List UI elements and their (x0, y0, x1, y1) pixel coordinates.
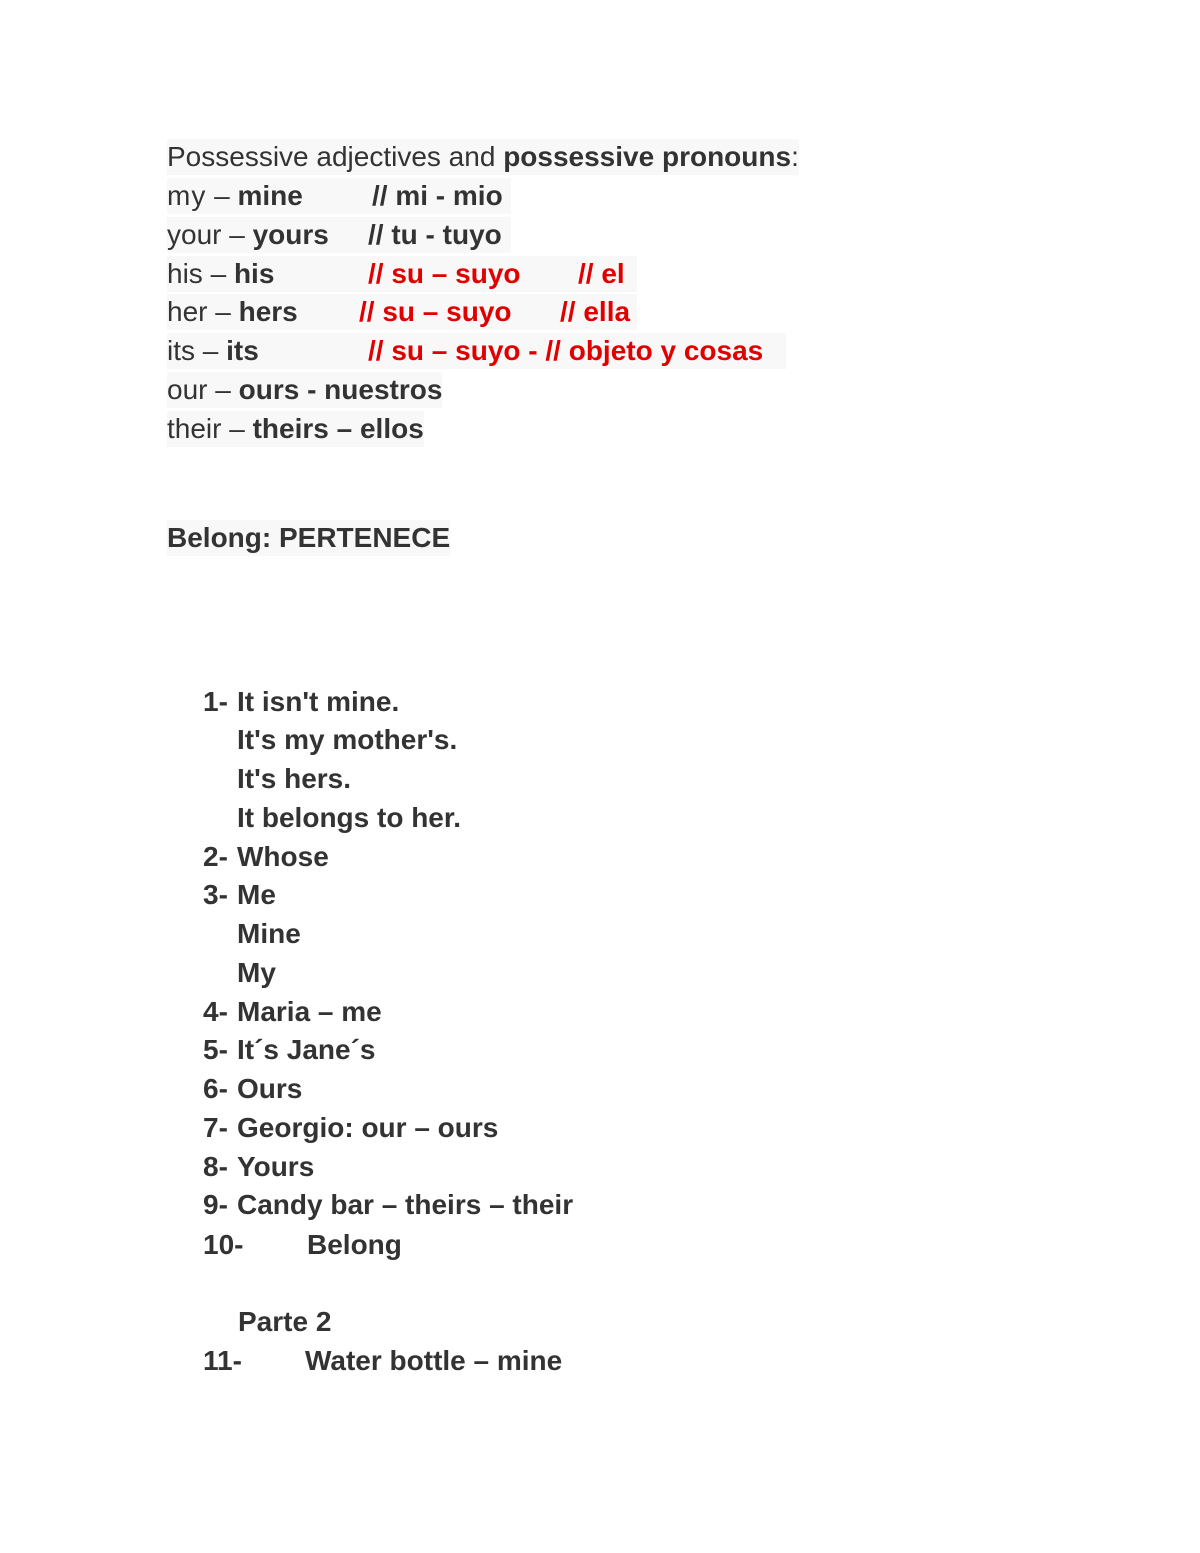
pronoun-row-their (167, 411, 424, 447)
answer-number: 1- (203, 686, 228, 717)
answer-number: 7- (203, 1112, 228, 1143)
list-item: Belong (307, 1229, 402, 1260)
dash: – (221, 413, 253, 444)
dash: – (206, 180, 238, 211)
adj: his (167, 258, 203, 289)
title-plain: Possessive adjectives and (167, 141, 504, 172)
dash: – (207, 296, 239, 327)
pronoun: hers (238, 296, 298, 327)
answer-number: 5- (203, 1034, 228, 1065)
pronoun-row-our (167, 372, 442, 408)
pronoun: theirs – ellos (252, 413, 424, 444)
dash: – (202, 258, 234, 289)
list-item: My (237, 957, 276, 988)
adj: your (167, 219, 222, 250)
list-item: It's hers. (237, 763, 352, 794)
adj: my (167, 180, 207, 211)
answer-number: 8- (203, 1151, 228, 1182)
adj: its (167, 335, 195, 366)
pronoun: ours - nuestros (238, 374, 443, 405)
list-item: Mine (237, 918, 301, 949)
adj: their (167, 413, 222, 444)
pronoun: mine (237, 180, 303, 211)
section-heading-part2: Parte 2 (238, 1306, 332, 1337)
dash: – (207, 374, 239, 405)
pronoun: yours (252, 219, 329, 250)
pronoun: his (233, 258, 275, 289)
list-item: Me (237, 879, 276, 910)
translation-his: // su – suyo (368, 258, 521, 289)
translation-his-extra: // el (578, 258, 625, 289)
answer-number: 3- (203, 879, 228, 910)
list-item: It isn't mine. (237, 686, 400, 717)
dash: – (221, 219, 253, 250)
answer-number: 11- (203, 1345, 242, 1376)
adj: her (167, 296, 208, 327)
title-bold: possessive pronouns (503, 141, 792, 172)
answer-number: 9- (203, 1189, 228, 1220)
translation-your: // tu - tuyo (368, 219, 502, 250)
answer-number: 2- (203, 841, 228, 872)
answer-number: 10- (203, 1229, 244, 1260)
translation-its: // su – suyo - // objeto y cosas (368, 335, 764, 366)
list-item: Water bottle – mine (305, 1345, 563, 1376)
list-item: It´s Jane´s (237, 1034, 376, 1065)
list-item: It belongs to her. (237, 802, 462, 833)
translation-her-extra: // ella (560, 296, 631, 327)
title-colon: : (791, 141, 799, 172)
adj: our (167, 374, 208, 405)
list-item: Candy bar – theirs – their (237, 1189, 574, 1220)
translation-her: // su – suyo (359, 296, 512, 327)
answer-number: 6- (203, 1073, 228, 1104)
translation-my: // mi - mio (372, 180, 503, 211)
list-item: It's my mother's. (237, 724, 458, 755)
list-item: Whose (237, 841, 329, 872)
list-item: Maria – me (237, 996, 382, 1027)
belong-heading: Belong: PERTENECE (167, 520, 450, 556)
list-item: Georgio: our – ours (237, 1112, 499, 1143)
dash: – (195, 335, 227, 366)
list-item: Yours (237, 1151, 315, 1182)
pronoun: its (226, 335, 259, 366)
page-title (167, 139, 799, 175)
answer-number: 4- (203, 996, 228, 1027)
list-item: Ours (237, 1073, 303, 1104)
